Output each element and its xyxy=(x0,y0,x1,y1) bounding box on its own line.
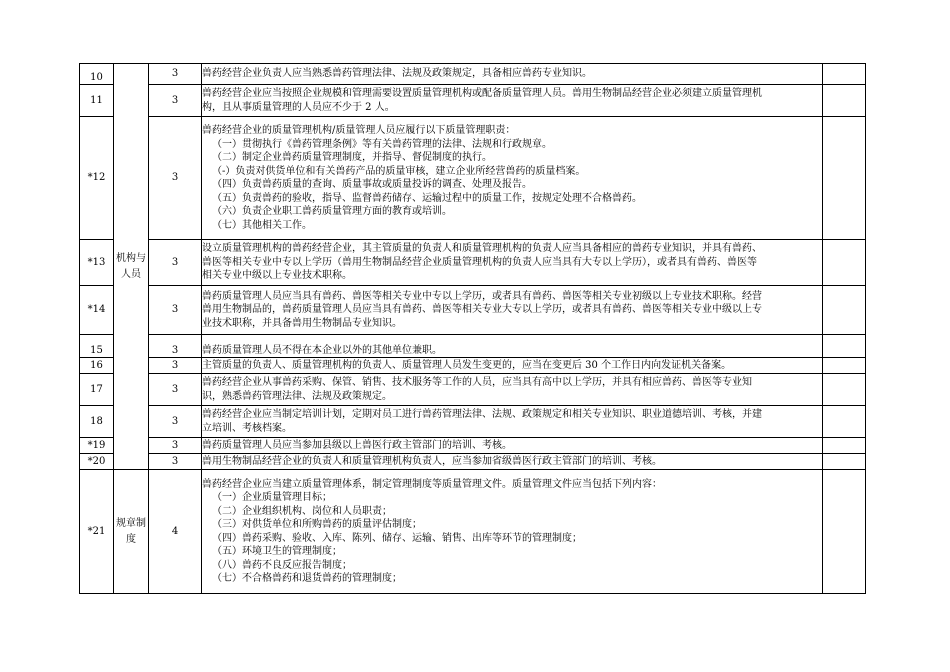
content-line: 兽用生物制品的，兽药质量管理人员应当具有兽药、兽医等相关专业大专以上学历，或者具有兽药、兽医等相关专业中级以上专 xyxy=(202,304,762,316)
item-content xyxy=(202,358,823,374)
content-line: 兽药经营企业负责人应当熟悉兽药管理法律、法规及政策规定，具备相应兽药专业知识。 xyxy=(202,68,592,80)
item-score: 3 xyxy=(149,454,202,470)
item-number: *12 xyxy=(80,117,114,240)
category-rules xyxy=(114,470,149,594)
item-number: *19 xyxy=(80,438,114,454)
content-line: （八）兽药不良反应报告制度； xyxy=(212,559,352,571)
table-row xyxy=(80,240,866,286)
content-line: 兽医等相关专业中专以上学历（兽用生物制品经营企业质量管理机构的负责人应当具有大专以上学历），或者具有兽药、兽医等 xyxy=(202,256,757,268)
item-content xyxy=(202,64,823,85)
result-cell xyxy=(823,64,866,85)
item-content xyxy=(202,117,823,240)
item-content xyxy=(202,335,823,358)
item-score: 3 xyxy=(149,374,202,406)
item-number: *20 xyxy=(80,454,114,470)
content-line: （七）不合格兽药和退货兽药的管理制度； xyxy=(212,573,402,584)
content-line: （四）负责兽药质量的查询、质量事故或质量投诉的调查、处理及报告。 xyxy=(212,179,532,190)
content-line: （五）负责兽药的验收，指导、监督兽药储存、运输过程中的质量工作，按规定处理不合格兽药。 xyxy=(212,192,642,204)
item-number: *14 xyxy=(80,286,114,335)
category-label: 机构与人员 xyxy=(116,252,146,280)
result-cell xyxy=(823,438,866,454)
content-line: 相关专业中级以上专业技术职称。 xyxy=(202,270,352,282)
content-line: 兽药质量管理人员不得在本企业以外的其他单位兼职。 xyxy=(202,344,442,356)
item-score: 3 xyxy=(149,117,202,240)
item-content xyxy=(202,240,823,286)
content-line: （四）兽药采购、验收、入库、陈列、储存、运输、销售、出库等环节的管理制度； xyxy=(212,532,582,544)
content-line: 主管质量的负责人、质量管理机构的负责人、质量管理人员发生变更的，应当在变更后 30 个工作日内向发证机关备案。 xyxy=(202,359,732,371)
result-cell xyxy=(823,240,866,286)
item-number: 10 xyxy=(80,64,114,85)
table-row xyxy=(80,85,866,117)
table-row xyxy=(80,406,866,438)
item-content xyxy=(202,470,823,594)
item-content xyxy=(202,438,823,454)
item-content xyxy=(202,85,823,117)
content-line: （六）负责企业职工兽药质量管理方面的教育或培训。 xyxy=(212,206,452,217)
content-line: （二）企业组织机构、岗位和人员职责； xyxy=(212,505,392,517)
item-score: 4 xyxy=(149,470,202,594)
content-line: （一）企业质量管理目标； xyxy=(212,492,332,503)
item-content xyxy=(202,286,823,335)
result-cell xyxy=(823,374,866,406)
result-cell xyxy=(823,335,866,358)
item-score: 3 xyxy=(149,406,202,438)
content-line: 兽药质量管理人员应当参加县级以上兽医行政主管部门的培训、考核。 xyxy=(202,439,512,451)
result-cell xyxy=(823,117,866,240)
content-line: 设立质量管理机构的兽药经营企业，其主管质量的负责人和质量管理机构的负责人应当具备相应的兽药专业知识，并具有兽药、 xyxy=(202,243,762,255)
table-row xyxy=(80,358,866,374)
item-number: 15 xyxy=(80,335,114,358)
table-row xyxy=(80,470,866,594)
content-line: （一）贯彻执行《兽药管理条例》等有关兽药管理的法律、法规和行政规章。 xyxy=(212,138,552,150)
content-line: 兽药经营企业从事兽药采购、保管、销售、技术服务等工作的人员，应当具有高中以上学历，并具有相应兽药、兽医等专业知 xyxy=(202,377,752,388)
item-number: 18 xyxy=(80,406,114,438)
result-cell xyxy=(823,470,866,594)
content-line: （二）制定企业兽药质量管理制度，并指导、督促制度的执行。 xyxy=(212,152,492,163)
content-line: 兽药质量管理人员应当具有兽药、兽医等相关专业中专以上学历，或者具有兽药、兽医等相关专业初级以上专业技术职称。经营 xyxy=(202,290,762,302)
item-score: 3 xyxy=(149,240,202,286)
table-row xyxy=(80,374,866,406)
table-row xyxy=(80,438,866,454)
content-line: 识，熟悉兽药管理法律、法规及政策规定。 xyxy=(202,390,392,402)
content-line: （-）负责对供货单位和有关兽药产品的质量审核，建立企业所经营兽药的质量档案。 xyxy=(212,165,586,177)
item-score: 3 xyxy=(149,85,202,117)
item-score: 3 xyxy=(149,358,202,374)
content-line: 兽药经营企业应当按照企业规模和管理需要设置质量管理机构或配备质量管理人员。兽用生物制品经营企业必须建立质量管理机 xyxy=(202,88,762,99)
content-line: （七）其他相关工作。 xyxy=(212,219,312,231)
item-number: *21 xyxy=(80,470,114,594)
item-number: 16 xyxy=(80,358,114,374)
result-cell xyxy=(823,358,866,374)
item-score: 3 xyxy=(149,438,202,454)
table-row xyxy=(80,64,866,85)
item-score: 3 xyxy=(149,286,202,335)
item-content xyxy=(202,406,823,438)
content-line: （五）环境卫生的管理制度； xyxy=(212,546,342,557)
inspection-table xyxy=(79,63,866,594)
content-line: 构，且从事质量管理的人员应不少于 2 人。 xyxy=(202,101,395,113)
content-line: 兽药经营企业应当制定培训计划，定期对员工进行兽药管理法律、法规、政策规定和相关专业知识、职业道德培训、考核，并建 xyxy=(202,409,762,420)
table-row xyxy=(80,454,866,470)
table-row xyxy=(80,117,866,240)
item-number: *13 xyxy=(80,240,114,286)
content-line: 业技术职称，并具备兽用生物制品专业知识。 xyxy=(202,317,402,329)
item-number: 11 xyxy=(80,85,114,117)
item-score: 3 xyxy=(149,64,202,85)
content-line: （三）对供货单位和所购兽药的质量评估制度； xyxy=(212,519,422,530)
result-cell xyxy=(823,286,866,335)
result-cell xyxy=(823,406,866,438)
content-line: 立培训、考核档案。 xyxy=(202,422,292,434)
item-number: 17 xyxy=(80,374,114,406)
category-label: 规章制度 xyxy=(116,517,146,545)
item-content xyxy=(202,374,823,406)
result-cell xyxy=(823,454,866,470)
result-cell xyxy=(823,85,866,117)
table-row xyxy=(80,335,866,358)
category-personnel xyxy=(114,64,149,470)
content-line: 兽药经营企业应当建立质量管理体系，制定管理制度等质量管理文件。质量管理文件应当包括下列内容： xyxy=(202,478,662,490)
item-score: 3 xyxy=(149,335,202,358)
table-row xyxy=(80,286,866,335)
content-line: 兽用生物制品经营企业的负责人和质量管理机构负责人，应当参加省级兽医行政主管部门的培训、考核。 xyxy=(202,455,662,467)
item-content xyxy=(202,454,823,470)
content-line: 兽药经营企业的质量管理机构/质量管理人员应履行以下质量管理职责： xyxy=(202,125,516,136)
